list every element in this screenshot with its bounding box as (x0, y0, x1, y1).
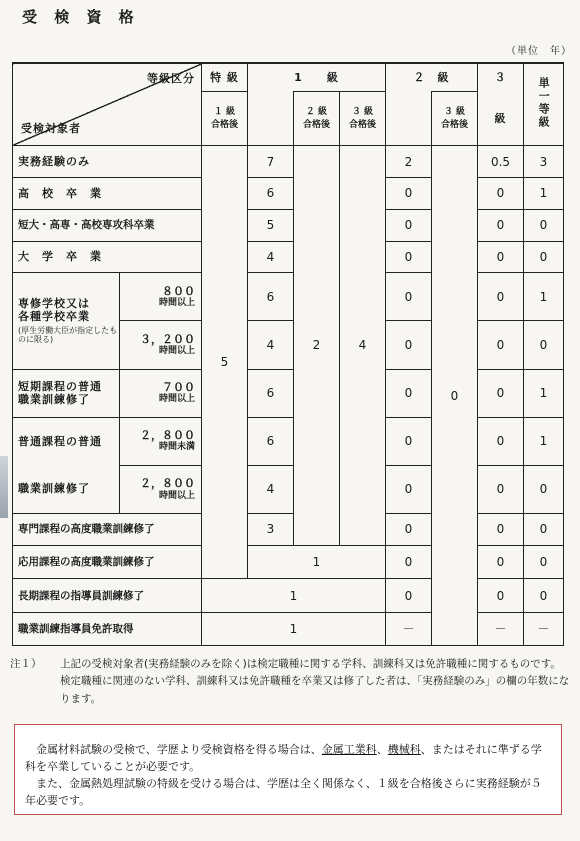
cell-value: 6 (248, 417, 294, 465)
row-label-senmon: 専門課程の高度職業訓練修了 (13, 513, 202, 545)
cell-value: 0 (478, 178, 524, 210)
hours-value: ８００ (162, 284, 195, 298)
window-edge-fragment (0, 456, 8, 518)
cell-value: 1 (524, 417, 564, 465)
cell-value: 6 (248, 178, 294, 210)
row-label-senshu-text: 専修学校又は 各種学校卒業 (18, 297, 90, 324)
cell-value: 0 (478, 369, 524, 417)
header-tokkyu: 特 級 (202, 63, 248, 92)
cell-value: 1 (202, 613, 386, 646)
cell-value: 0 (524, 321, 564, 369)
cell-value: 0 (386, 465, 432, 513)
cell-value: 2 (386, 146, 432, 178)
merged-nikyu-3-value: 0 (432, 146, 478, 646)
sub-label-2800h-under (120, 417, 202, 465)
cell-value: 0 (478, 273, 524, 321)
cell-value: 0 (478, 579, 524, 613)
note-text: 、またはそれに準ずる学科を卒業していることが必要です。 (25, 743, 542, 774)
header-corner-cell (13, 63, 202, 146)
row-label-jitsumu: 実務経験のみ (13, 146, 202, 178)
header-nikyu-blank (386, 92, 432, 146)
row-label-tanki: 短期課程の普通 職業訓練修了 (13, 369, 120, 417)
cell-value: － (478, 613, 524, 646)
hours-unit: 時間以上 (158, 394, 195, 405)
header-ikkyu-sub2: ２ 級 合格後 (294, 92, 340, 146)
cell-value: 1 (524, 178, 564, 210)
sub-label-700h (120, 369, 202, 417)
page-title: 受 検 資 格 (22, 8, 140, 26)
row-label-futsuu-b: 職業訓練修了 (13, 465, 120, 513)
cell-value: 0 (386, 209, 432, 241)
cell-value: 3 (248, 513, 294, 545)
cell-value: 0 (386, 178, 432, 210)
cell-value: 0 (478, 417, 524, 465)
note-underline-kinzoku: 金属工業科 (321, 743, 377, 756)
examinee-category-label: 受検対象者 (21, 122, 81, 136)
cell-value: 0 (524, 209, 564, 241)
footnote-label: 注１） (10, 658, 42, 670)
header-tanitsu-cell (524, 63, 564, 146)
cell-value: 4 (248, 465, 294, 513)
header-ikkyu-sub3: ３ 級 合格後 (340, 92, 386, 146)
sub-label-3200h (120, 321, 202, 369)
merged-tokkyu-value: 5 (202, 146, 248, 579)
cell-value: 4 (248, 321, 294, 369)
cell-value: 0.5 (478, 146, 524, 178)
cell-value: 0 (386, 321, 432, 369)
row-label-koukou: 高 校 卒 業 (13, 178, 202, 210)
sub-label-2800h-over (120, 465, 202, 513)
note-text: 、 (376, 743, 388, 756)
cell-value: 5 (248, 209, 294, 241)
cell-value: 0 (524, 545, 564, 579)
hours-unit: 時間以上 (158, 490, 195, 501)
cell-value: 0 (386, 273, 432, 321)
hours-value: ２，８００ (140, 429, 195, 443)
cell-value: 3 (524, 146, 564, 178)
header-ikkyu-blank (248, 92, 294, 146)
cell-value: 0 (386, 513, 432, 545)
header-sankyu: ３ (478, 63, 524, 92)
hours-value: ７００ (162, 381, 195, 395)
cell-value: 4 (248, 241, 294, 273)
merged-ikkyu-2-value: 2 (294, 146, 340, 545)
cell-value: 0 (478, 513, 524, 545)
note-paragraph-1 (25, 741, 551, 775)
note-box (14, 724, 562, 815)
cell-value: 6 (248, 273, 294, 321)
note-paragraph-2: また、金属熱処理試験の特級を受ける場合は、学歴は全く関係なく、１級を合格後さらに実務経験が５年必要です。 (25, 777, 542, 808)
note-text: 金属材料試験の受検で、学歴より受検資格を得る場合は、 (36, 743, 322, 756)
cell-value: 7 (248, 146, 294, 178)
hours-unit: 時間以上 (158, 298, 195, 309)
row-label-futsuu-a: 普通課程の普通 (13, 417, 120, 465)
cell-value: 0 (524, 241, 564, 273)
header-ikkyu: 1 級 (248, 63, 386, 92)
hours-unit: 時間以上 (158, 346, 195, 357)
header-sankyu-b: 級 (478, 92, 524, 146)
cell-value: 0 (524, 579, 564, 613)
qualification-table (12, 62, 564, 646)
footnote-text: 上記の受検対象者(実務経験のみを除く)は検定職種に関する学科、訓練科又は免許職種に関するものです。検定職種に関連のない学科、訓練科又は免許職種を卒業又は修了した者は、「実務経験のみ」の欄の年数になります。 (60, 658, 570, 705)
row-label-chouki: 長期課程の指導員訓練修了 (13, 579, 202, 613)
note-underline-kikai: 機械科 (387, 743, 421, 756)
cell-value: 0 (386, 369, 432, 417)
cell-value: 6 (248, 369, 294, 417)
cell-value: 0 (478, 209, 524, 241)
cell-value: 0 (386, 545, 432, 579)
row-label-ouyou: 応用課程の高度職業訓練修了 (13, 545, 202, 579)
cell-value: 0 (386, 417, 432, 465)
grade-category-label: 等級区分 (147, 72, 195, 85)
cell-value: 0 (524, 465, 564, 513)
cell-value: 0 (478, 241, 524, 273)
cell-value: 0 (524, 513, 564, 545)
cell-value: 0 (478, 321, 524, 369)
unit-label: （単位 年） (506, 46, 572, 57)
cell-value: － (386, 613, 432, 646)
header-nikyu: ２ 級 (386, 63, 478, 92)
cell-value: 1 (202, 579, 386, 613)
header-tanitsu: 単一等級 (537, 77, 551, 129)
cell-value: 1 (524, 369, 564, 417)
row-label-senshu (13, 273, 120, 369)
cell-value: 1 (248, 545, 386, 579)
merged-ikkyu-3-value: 4 (340, 146, 386, 545)
hours-value: ２，８００ (140, 477, 195, 491)
footnote (10, 656, 570, 708)
row-label-menkyo: 職業訓練指導員免許取得 (13, 613, 202, 646)
row-label-daigaku: 大 学 卒 業 (13, 241, 202, 273)
header-nikyu-sub3: ３ 級 合格後 (432, 92, 478, 146)
hours-unit: 時間未満 (158, 442, 195, 453)
sub-label-800h (120, 273, 202, 321)
cell-value: 0 (478, 465, 524, 513)
cell-value: － (524, 613, 564, 646)
cell-value: 0 (386, 579, 432, 613)
cell-value: 0 (386, 241, 432, 273)
cell-value: 0 (478, 545, 524, 579)
hours-value: ３，２００ (140, 333, 195, 347)
cell-value: 1 (524, 273, 564, 321)
row-label-senshu-note: (厚生労働大臣が指定したものに限る) (18, 325, 118, 345)
row-label-tandai: 短大・高専・高校専攻科卒業 (13, 209, 202, 241)
header-tokkyu-sub: １ 級 合格後 (202, 92, 248, 146)
